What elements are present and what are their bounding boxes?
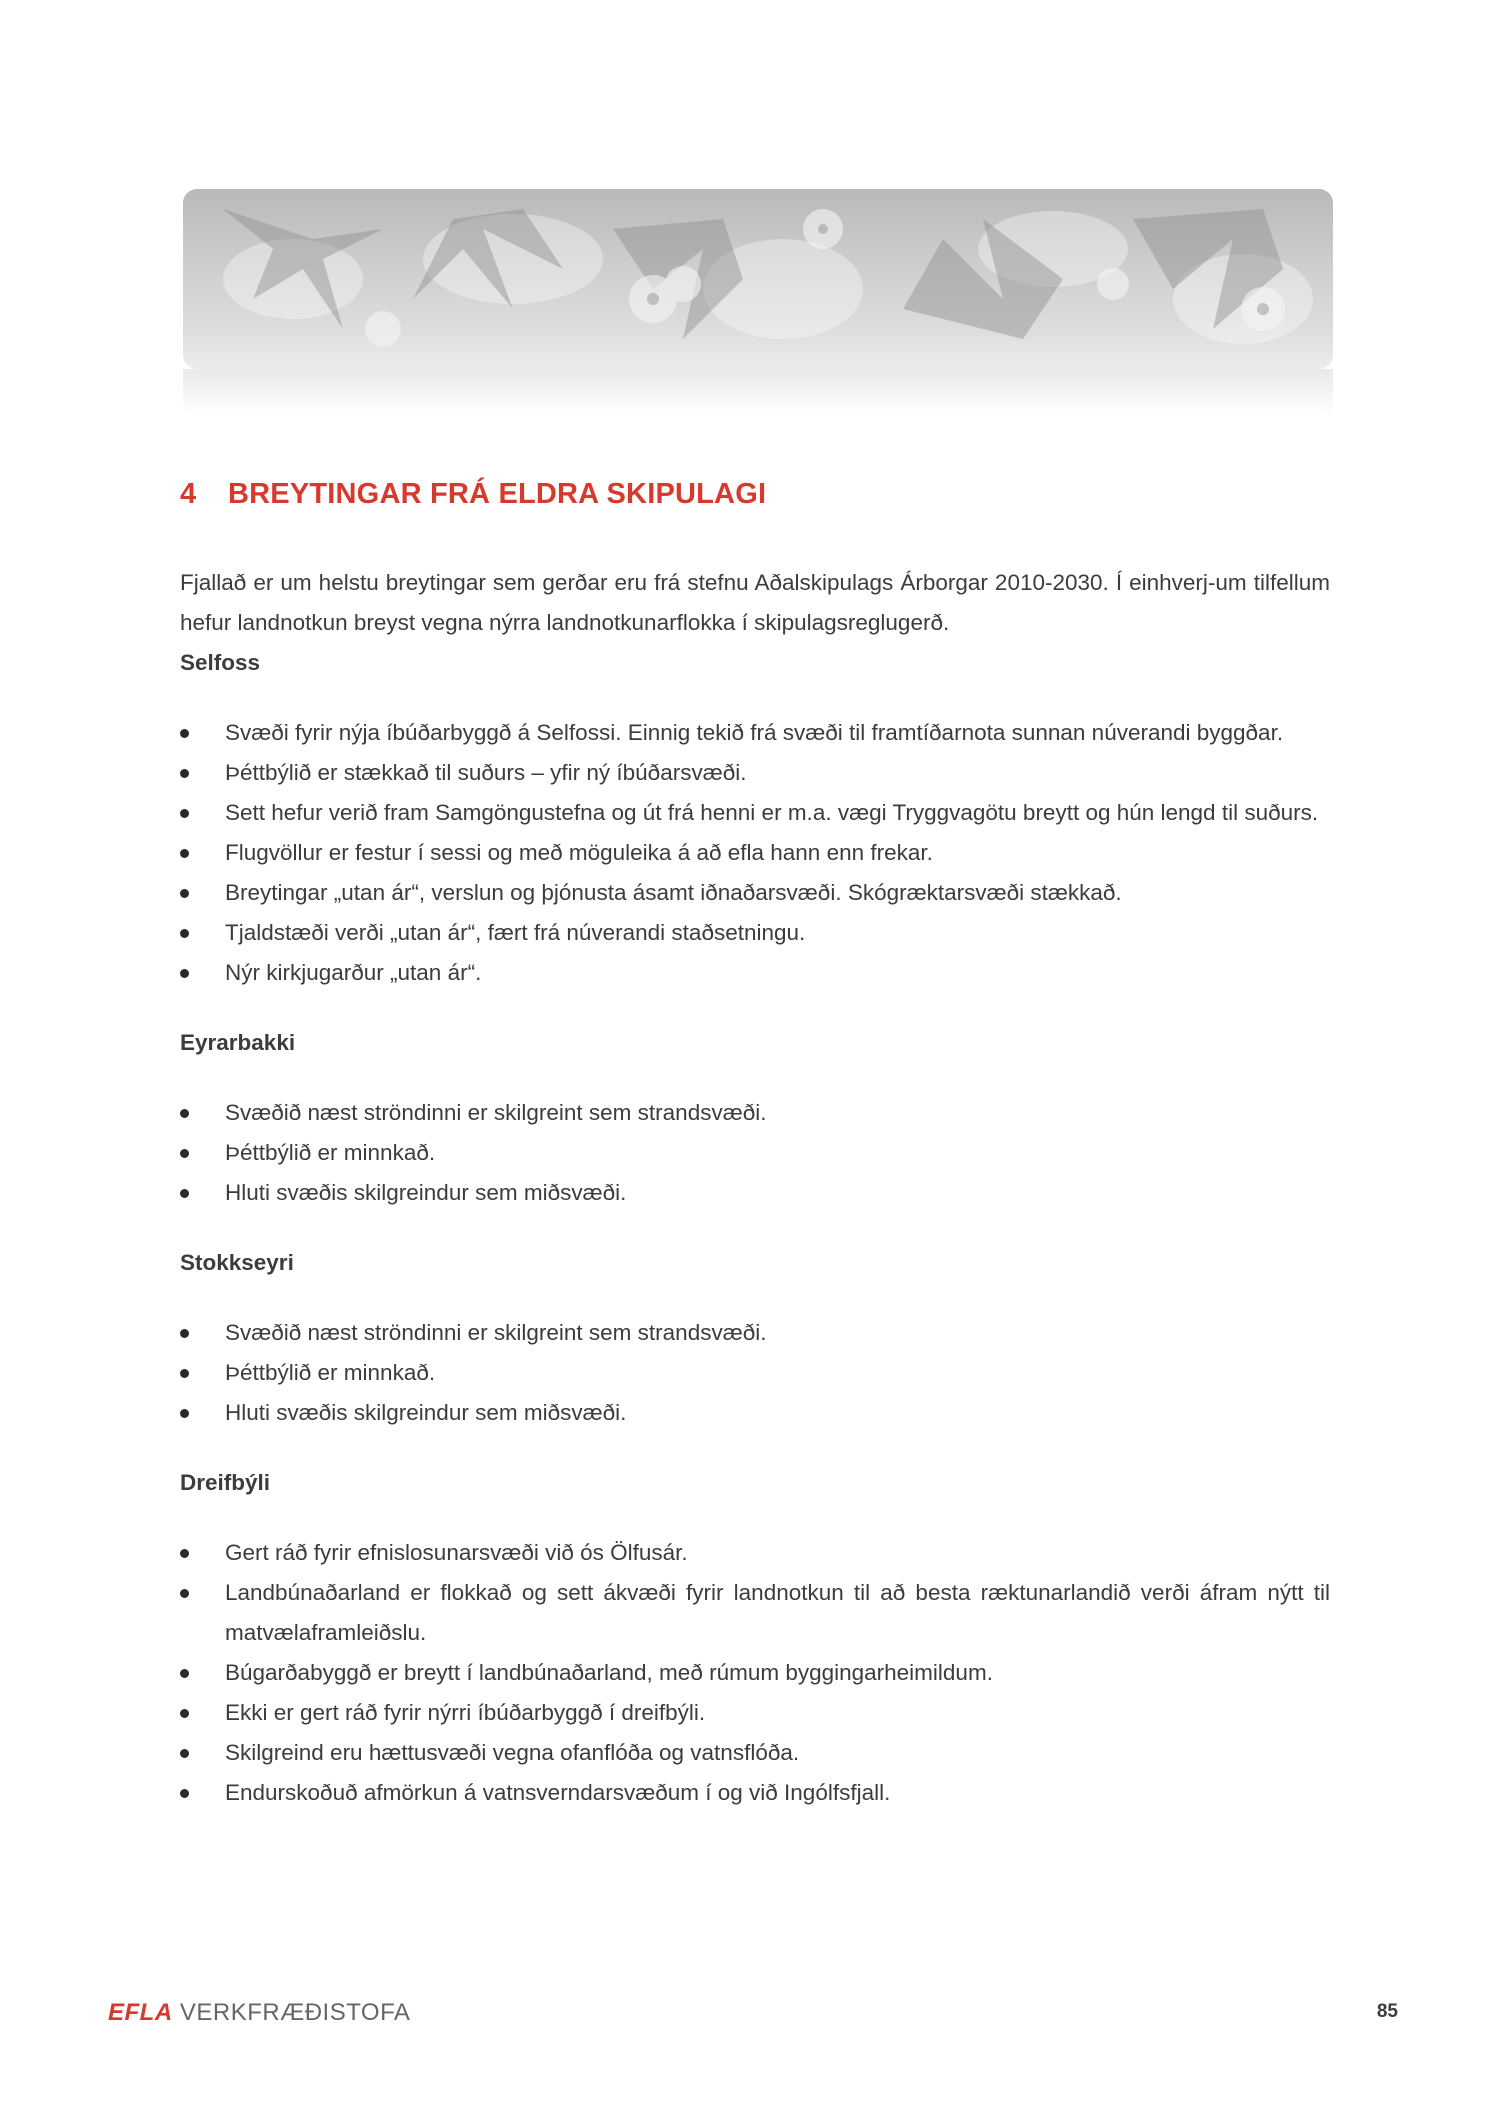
bullet-icon (180, 1329, 189, 1338)
bullet-icon (180, 889, 189, 898)
chapter-title: BREYTINGAR FRÁ ELDRA SKIPULAGI (228, 478, 767, 510)
page-number: 85 (1376, 2001, 1398, 2022)
list-item: Svæðið næst ströndinni er skilgreint sem strandsvæði. (180, 1313, 1330, 1353)
bullet-icon (180, 1149, 189, 1158)
bullet-icon (180, 1549, 189, 1558)
bullet-icon (180, 769, 189, 778)
section-heading-eyrarbakki: Eyrarbakki (180, 1030, 296, 1055)
bullet-icon (180, 1189, 189, 1198)
list-item: Landbúnaðarland er flokkað og sett ákvæði fyrir landnotkun til að besta ræktunarlandið verði áfram nýtt til matvælaframleiðslu. (180, 1573, 1330, 1653)
document-body (180, 563, 1330, 1813)
bullet-icon (180, 849, 189, 858)
header-banner-image (183, 189, 1333, 369)
list-item: Svæði fyrir nýja íbúðarbyggð á Selfossi. Einnig tekið frá svæði til framtíðarnota sunnan núverandi byggðar. (180, 713, 1330, 753)
list-item: Þéttbýlið er stækkað til suðurs – yfir ný íbúðarsvæði. (180, 753, 1330, 793)
logo-text: VERKFRÆÐISTOFA (172, 1999, 411, 2026)
list-item: Hluti svæðis skilgreindur sem miðsvæði. (180, 1393, 1330, 1433)
bullet-icon (180, 1369, 189, 1378)
bullet-icon (180, 1669, 189, 1678)
list-item: Svæðið næst ströndinni er skilgreint sem strandsvæði. (180, 1093, 1330, 1133)
list-item: Endurskoðuð afmörkun á vatnsverndarsvæðum í og við Ingólfsfjall. (180, 1773, 1330, 1813)
list-item: Skilgreind eru hættusvæði vegna ofanflóða og vatnsflóða. (180, 1733, 1330, 1773)
bullet-list-eyrarbakki (180, 1093, 1330, 1213)
bullet-icon (180, 729, 189, 738)
company-logo (108, 1999, 410, 2027)
flower-photo-illustration (183, 189, 1333, 369)
list-item: Þéttbýlið er minnkað. (180, 1353, 1330, 1393)
bullet-icon (180, 1789, 189, 1798)
list-item: Gert ráð fyrir efnislosunarsvæði við ós Ölfusár. (180, 1533, 1330, 1573)
bullet-list-selfoss (180, 713, 1330, 993)
bullet-icon (180, 1409, 189, 1418)
list-item: Búgarðabyggð er breytt í landbúnaðarland, með rúmum byggingarheimildum. (180, 1653, 1330, 1693)
bullet-list-stokkseyri (180, 1313, 1330, 1433)
section-heading-dreifbyli: Dreifbýli (180, 1470, 271, 1495)
bullet-list-dreifbyli (180, 1533, 1330, 1813)
list-item: Breytingar „utan ár“, verslun og þjónusta ásamt iðnaðarsvæði. Skógræktarsvæði stækkað. (180, 873, 1330, 913)
bullet-icon (180, 1589, 189, 1598)
bullet-icon (180, 969, 189, 978)
list-item: Sett hefur verið fram Samgöngustefna og út frá henni er m.a. vægi Tryggvagötu breytt og hún lengd til suðurs. (180, 793, 1330, 833)
section-heading-selfoss: Selfoss (180, 650, 261, 675)
banner-reflection (183, 369, 1333, 417)
section-heading-stokkseyri: Stokkseyri (180, 1250, 294, 1275)
logo-brand: EFLA (108, 1999, 173, 2026)
intro-paragraph: Fjallað er um helstu breytingar sem gerðar eru frá stefnu Aðalskipulags Árborgar 2010-2030. Í einhverj-um tilfellum hefur landnotkun breyst vegna nýrra landnotkunarflokka í skipulagsreglugerð. (180, 570, 1330, 635)
chapter-number: 4 (180, 478, 197, 510)
bullet-icon (180, 1109, 189, 1118)
list-item: Hluti svæðis skilgreindur sem miðsvæði. (180, 1173, 1330, 1213)
list-item: Þéttbýlið er minnkað. (180, 1133, 1330, 1173)
chapter-heading (180, 478, 766, 511)
bullet-icon (180, 929, 189, 938)
list-item: Ekki er gert ráð fyrir nýrri íbúðarbyggð í dreifbýli. (180, 1693, 1330, 1733)
bullet-icon (180, 1749, 189, 1758)
list-item: Flugvöllur er festur í sessi og með möguleika á að efla hann enn frekar. (180, 833, 1330, 873)
bullet-icon (180, 809, 189, 818)
list-item: Tjaldstæði verði „utan ár“, fært frá núverandi staðsetningu. (180, 913, 1330, 953)
list-item: Nýr kirkjugarður „utan ár“. (180, 953, 1330, 993)
bullet-icon (180, 1709, 189, 1718)
